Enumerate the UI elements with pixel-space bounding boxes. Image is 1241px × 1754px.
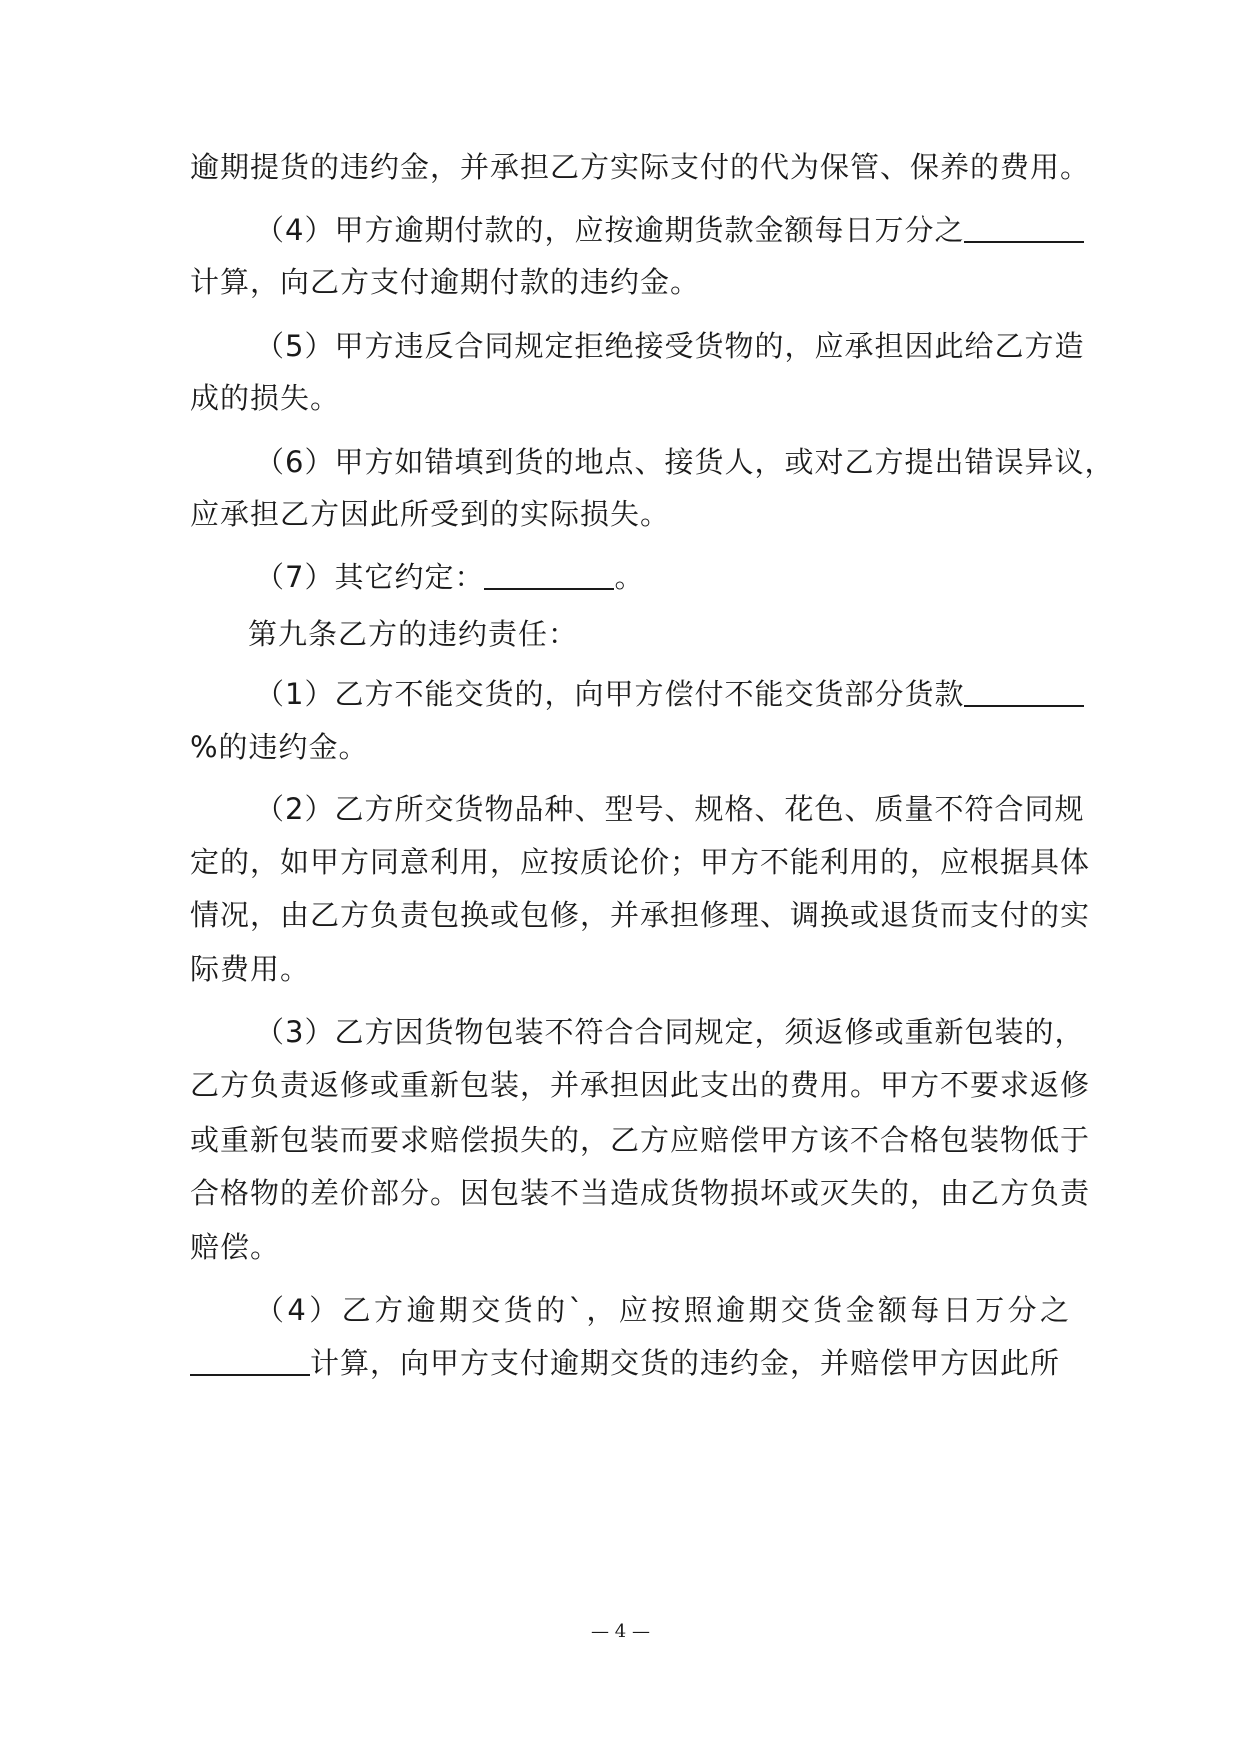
paragraph-line [190, 727, 1070, 767]
fill-in-blank[interactable] [484, 558, 614, 590]
paragraph-line [190, 1290, 1070, 1330]
text-segment: 或重新包装而要求赔偿损失的，乙方应赔偿甲方该不合格包装物低于 [190, 1123, 1091, 1157]
paragraph-line [190, 949, 1070, 989]
text-segment: （4）乙方逾期交货的`，应按照逾期交货金额每日万分之 [255, 1293, 1070, 1327]
text-segment: 合格物的差价部分。因包装不当造成货物损坏或灭失的，由乙方负责 [190, 1176, 1091, 1210]
text-segment: 第九条乙方的违约责任： [248, 617, 579, 651]
text-segment: 逾期提货的违约金，并承担乙方实际支付的代为保管、保养的费用。 [190, 150, 1091, 184]
paragraph-line [190, 147, 1091, 187]
paragraph-line [190, 494, 1070, 534]
paragraph-line [190, 1343, 1070, 1383]
text-segment: 应承担乙方因此所受到的实际损失。 [190, 497, 671, 531]
paragraph-line [190, 1065, 1091, 1105]
paragraph-line [190, 557, 1070, 597]
text-segment: 赔偿。 [190, 1230, 281, 1264]
paragraph-line [190, 895, 1091, 935]
text-segment: 。 [614, 560, 645, 594]
text-segment: （7）其它约定： [255, 560, 485, 594]
page-number: — 4 — [591, 1621, 650, 1642]
paragraph-line [190, 789, 1085, 829]
paragraph-line [190, 1012, 1085, 1052]
fill-in-blank[interactable] [190, 1344, 310, 1376]
article-heading [190, 614, 1070, 654]
text-segment: %的违约金。 [190, 730, 369, 764]
paragraph-line [190, 326, 1085, 366]
text-segment: 定的，如甲方同意利用，应按质论价；甲方不能利用的，应根据具体 [190, 845, 1091, 879]
fill-in-blank[interactable] [964, 211, 1084, 243]
paragraph-line [190, 210, 1070, 250]
text-segment: （2）乙方所交货物品种、型号、规格、花色、质量不符合同规 [255, 792, 1085, 826]
paragraph-line [190, 674, 1070, 714]
paragraph-line [190, 842, 1091, 882]
text-segment: 计算，向乙方支付逾期付款的违约金。 [190, 265, 701, 299]
text-segment: （4）甲方逾期付款的，应按逾期货款金额每日万分之 [255, 213, 965, 247]
text-segment: 计算，向甲方支付逾期交货的违约金，并赔偿甲方因此所 [310, 1346, 1061, 1380]
text-segment: （1）乙方不能交货的，向甲方偿付不能交货部分货款 [255, 677, 965, 711]
text-segment: 乙方负责返修或重新包装，并承担因此支出的费用。甲方不要求返修 [190, 1068, 1091, 1102]
paragraph-line [190, 1120, 1091, 1160]
text-segment: 情况，由乙方负责包换或包修，并承担修理、调换或退货而支付的实 [190, 898, 1091, 932]
paragraph-line [190, 1173, 1091, 1213]
paragraph-line [190, 1227, 1070, 1267]
text-segment: （5）甲方违反合同规定拒绝接受货物的，应承担因此给乙方造 [255, 329, 1085, 363]
text-segment: 际费用。 [190, 952, 311, 986]
fill-in-blank[interactable] [964, 675, 1084, 707]
text-segment: （3）乙方因货物包装不符合合同规定，须返修或重新包装的， [255, 1015, 1085, 1049]
text-segment: 成的损失。 [190, 381, 341, 415]
paragraph-line [190, 442, 1115, 482]
paragraph-line [190, 378, 1070, 418]
text-segment: （6）甲方如错填到货的地点、接货人，或对乙方提出错误异议， [255, 445, 1115, 479]
paragraph-line [190, 262, 1070, 302]
